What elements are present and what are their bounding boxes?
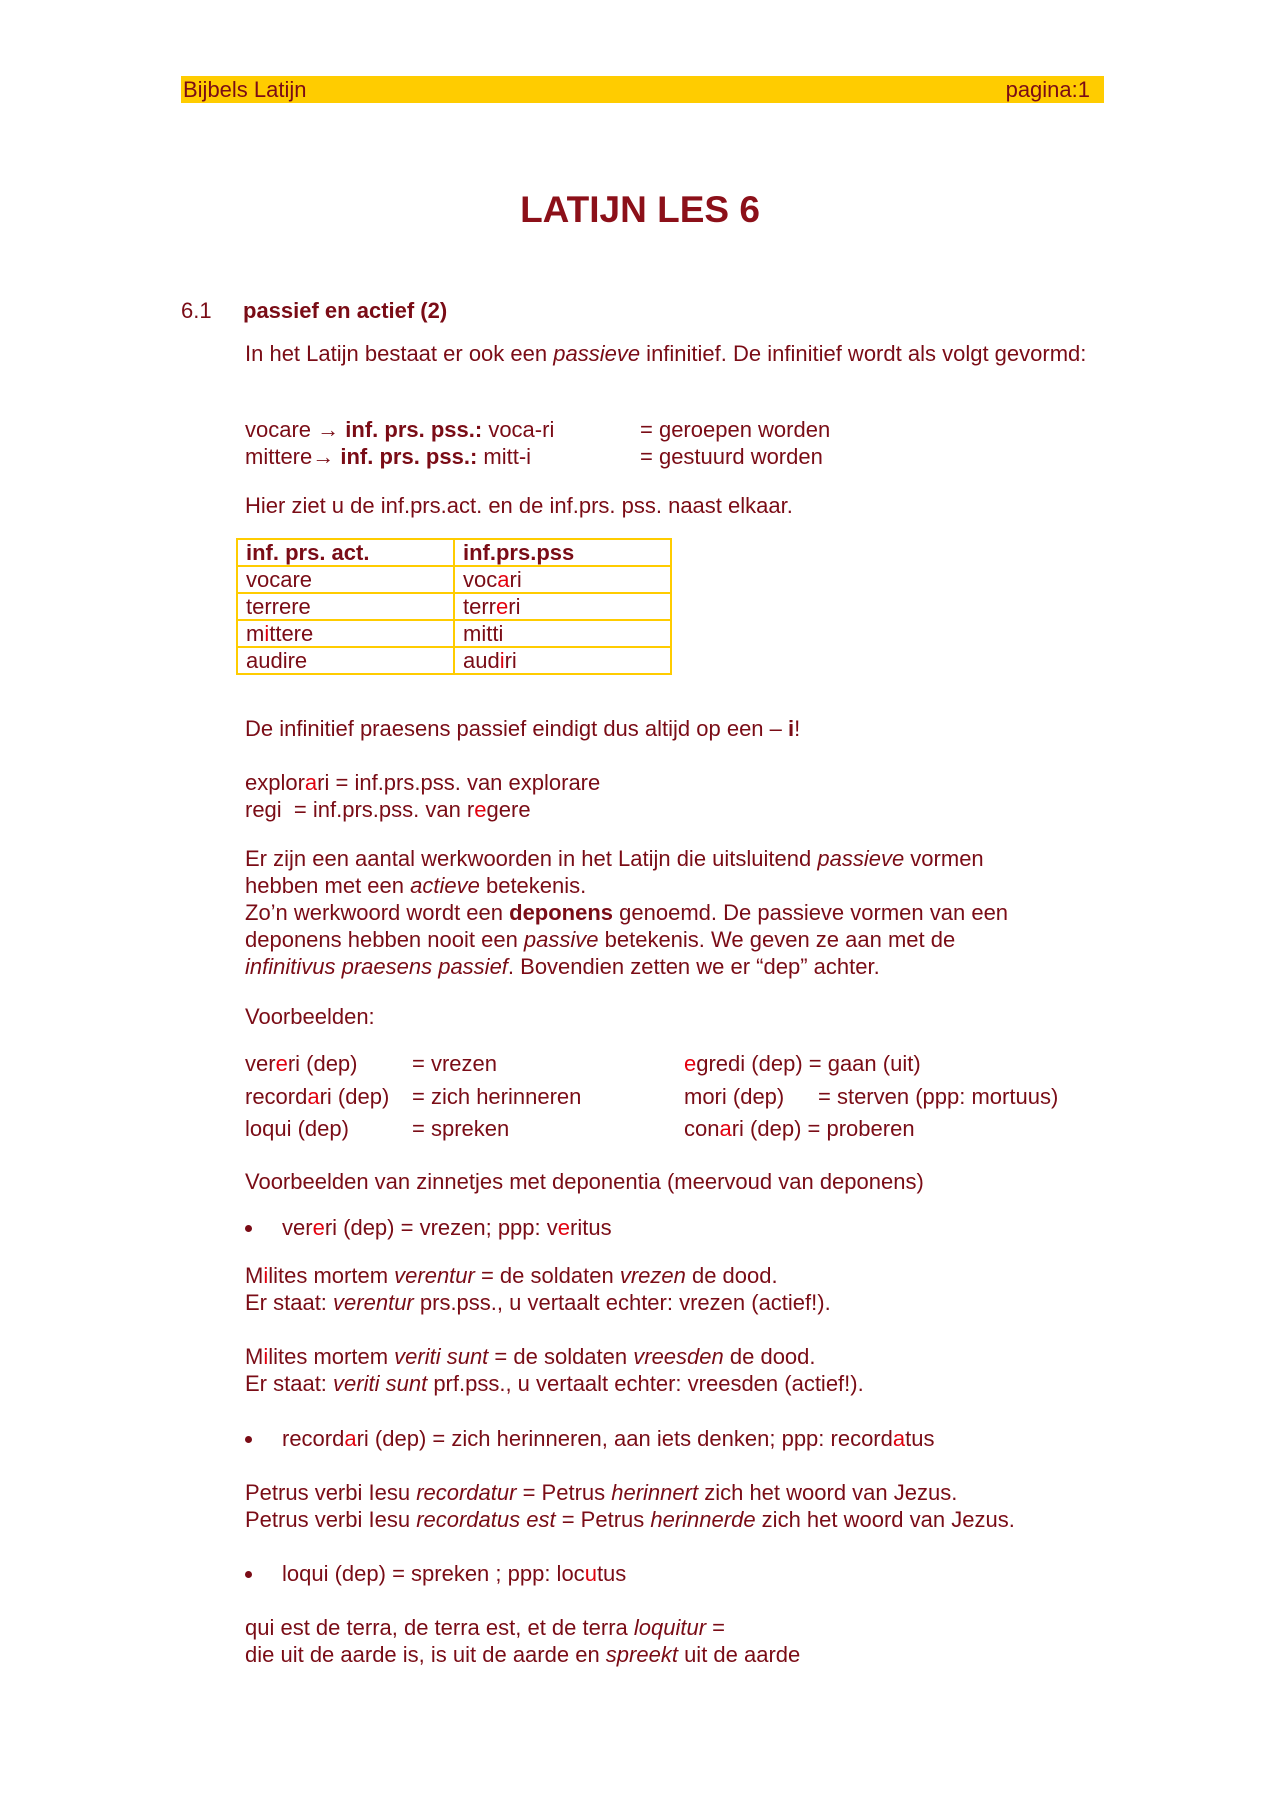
text: zich het woord van Jezus. <box>698 1480 958 1505</box>
text: ver <box>282 1215 313 1240</box>
highlight: e <box>312 1215 325 1240</box>
text: gere <box>486 797 531 822</box>
bullet-icon <box>245 1571 252 1578</box>
text: gredi (dep) = gaan (uit) <box>696 1051 921 1076</box>
sentence-example-3 <box>245 1479 1105 1533</box>
text-em: actieve <box>410 873 480 898</box>
text: record <box>245 1084 308 1109</box>
intro-post: infinitief. De infinitief wordt als volgt gevormd: <box>640 341 1087 366</box>
text: deponens hebben nooit een <box>245 927 524 952</box>
text: = de soldaten <box>474 1263 620 1288</box>
text-em: veriti sunt <box>394 1344 489 1369</box>
text-em: herinnert <box>611 1480 699 1505</box>
form-value: voca-ri <box>482 417 555 442</box>
form-meaning: = gestuurd worden <box>640 444 823 469</box>
form-verb: mittere <box>245 444 313 469</box>
highlight: e <box>474 797 487 822</box>
table-row <box>237 566 671 593</box>
example-inf-1 <box>245 769 1105 796</box>
ending-rule <box>245 715 1105 742</box>
table-intro: Hier ziet u de inf.prs.act. en de inf.prs. pss. naast elkaar. <box>245 493 793 518</box>
cell-text: terrere <box>246 594 311 619</box>
cell-text: terr <box>463 594 496 619</box>
form-verb: vocare <box>245 417 312 442</box>
example-verb <box>684 1050 921 1077</box>
intro-paragraph <box>245 340 1105 367</box>
text: ri = inf.prs.pss. van explorare <box>317 770 601 795</box>
text: tus <box>596 1561 627 1586</box>
text: ri (dep) <box>287 1051 358 1076</box>
text: uit de aarde <box>677 1642 801 1667</box>
cell-text: vocare <box>246 567 313 592</box>
text: con <box>684 1116 720 1141</box>
section-number: 6.1 <box>181 298 212 323</box>
text: Petrus verbi Iesu <box>245 1507 417 1532</box>
text-em: recordatur <box>416 1480 517 1505</box>
text: = <box>706 1615 725 1640</box>
table-cell <box>454 620 671 647</box>
text: qui est de terra, de terra est, et de terra <box>245 1615 634 1640</box>
cell-text: ri <box>504 648 517 673</box>
text: ri (dep) <box>319 1084 390 1109</box>
text: Petrus verbi Iesu <box>245 1480 417 1505</box>
table-header-row <box>237 539 671 566</box>
text: explor <box>245 770 305 795</box>
table-row <box>237 593 671 620</box>
form-label: inf. prs. pss.: <box>345 417 483 442</box>
text: prf.pss., u vertaalt echter: vreesden (actief!). <box>427 1371 864 1396</box>
text: . Bovendien zetten we er “dep” achter. <box>507 954 880 979</box>
table-row <box>237 647 671 674</box>
cell-text: ttere <box>269 621 314 646</box>
header-page-number: pagina:1 <box>1005 77 1090 102</box>
text-em: vrezen <box>619 1263 686 1288</box>
text-em: spreekt <box>605 1642 678 1667</box>
text-em: infinitivus praesens passief <box>245 954 508 979</box>
example-verb <box>684 1083 784 1110</box>
highlight: a <box>892 1426 906 1451</box>
text-em: passive <box>523 927 599 952</box>
deponens-paragraph <box>245 845 1105 980</box>
text: loqui (dep) = spreken ; ppp: loc <box>282 1561 585 1586</box>
example-inf-2 <box>245 796 1105 823</box>
example-meaning: = vrezen <box>412 1051 497 1076</box>
table-cell <box>454 647 671 674</box>
table-header: inf.prs.pss <box>454 539 671 566</box>
example-verb <box>245 1050 358 1077</box>
text: Er staat: <box>245 1290 334 1315</box>
highlight: a <box>304 770 318 795</box>
text: lites mortem <box>268 1344 395 1369</box>
text-em: vreesden <box>633 1344 724 1369</box>
form-value: mitt-i <box>477 444 532 469</box>
example-meaning: = zich herinneren <box>412 1084 582 1109</box>
text: vormen <box>904 846 984 871</box>
intro-em: passieve <box>553 341 641 366</box>
example-verb <box>245 1115 349 1142</box>
highlight: e <box>557 1215 571 1240</box>
section-title: passief en actief (2) <box>243 298 448 323</box>
text: record <box>282 1426 345 1451</box>
text: hebben met een <box>245 873 411 898</box>
highlight: a <box>307 1084 320 1109</box>
text-bold: deponens <box>509 900 614 925</box>
form-meaning: = geroepen worden <box>640 417 831 442</box>
bullet-icon <box>245 1225 252 1232</box>
text-em: passieve <box>817 846 905 871</box>
text: ritus <box>570 1215 612 1240</box>
arrow-icon: → <box>312 444 341 469</box>
text: Er staat: <box>245 1371 334 1396</box>
text: genoemd. De passieve vormen van een <box>613 900 1009 925</box>
sentence-example-1 <box>245 1262 1105 1316</box>
cell-highlight: i <box>499 648 505 673</box>
example-meaning: = spreken <box>412 1116 510 1141</box>
cell-highlight: a <box>497 567 510 592</box>
page-header <box>181 76 1104 103</box>
example-verb <box>684 1115 915 1142</box>
ending-text: De infinitief praesens passief eindigt dus altijd op een – <box>245 716 789 741</box>
cell-text: m <box>246 621 265 646</box>
table-row <box>237 620 671 647</box>
table-cell <box>237 593 454 620</box>
text: M <box>245 1263 264 1288</box>
arrow-icon: → <box>311 417 346 442</box>
text-em: herinnerde <box>650 1507 756 1532</box>
text: = Petrus <box>555 1507 651 1532</box>
sentence-example-4 <box>245 1614 1105 1668</box>
text: ri (dep) = zich herinneren, aan iets denken; ppp: record <box>356 1426 893 1451</box>
text: zich het woord van Jezus. <box>755 1507 1015 1532</box>
example-verb <box>245 1083 389 1110</box>
ending-letter: i <box>788 716 795 741</box>
text: regi = inf.prs.pss. van r <box>245 797 475 822</box>
cell-text: aud <box>463 648 500 673</box>
infinitive-table <box>236 538 672 675</box>
table-header: inf. prs. act. <box>237 539 454 566</box>
text: betekenis. We geven ze aan met de <box>598 927 956 952</box>
bullet-icon <box>245 1436 252 1443</box>
cell-text: voc <box>463 567 498 592</box>
sentence-example-2 <box>245 1343 1105 1397</box>
text: betekenis. <box>479 873 587 898</box>
zinnetjes-label: Voorbeelden van zinnetjes met deponentia (meervoud van deponens) <box>245 1169 924 1194</box>
text: = de soldaten <box>488 1344 634 1369</box>
highlight: e <box>684 1051 697 1076</box>
table-cell <box>237 647 454 674</box>
text: tus <box>905 1426 935 1451</box>
highlight: a <box>344 1426 357 1451</box>
text: ver <box>245 1051 276 1076</box>
text: M <box>245 1344 264 1369</box>
highlight: e <box>275 1051 288 1076</box>
cell-text: mitti <box>463 621 504 646</box>
text: lites mortem <box>268 1263 395 1288</box>
table-cell <box>454 593 671 620</box>
form-label: inf. prs. pss.: <box>340 444 478 469</box>
text: de dood. <box>685 1263 778 1288</box>
cell-text: ri <box>508 594 521 619</box>
text: ri (dep) = vrezen; ppp: v <box>324 1215 558 1240</box>
table-cell <box>454 566 671 593</box>
text-em: recordatus est <box>416 1507 556 1532</box>
examples-label: Voorbeelden: <box>245 1004 375 1029</box>
intro-pre: In het Latijn bestaat er ook een <box>245 341 554 366</box>
cell-text: audire <box>246 648 308 673</box>
cell-highlight: i <box>264 621 270 646</box>
text: = Petrus <box>516 1480 612 1505</box>
text: Er zijn een aantal werkwoorden in het Latijn die uitsluitend <box>245 846 818 871</box>
text: ri (dep) = proberen <box>731 1116 915 1141</box>
text: prs.pss., u vertaalt echter: vrezen (actief!). <box>413 1290 831 1315</box>
page-title: LATIJN LES 6 <box>520 189 760 230</box>
text: mori (dep) <box>684 1084 785 1109</box>
text: Zo’n werkwoord wordt een <box>245 900 510 925</box>
table-cell <box>237 566 454 593</box>
highlight: a <box>719 1116 732 1141</box>
highlight: u <box>584 1561 597 1586</box>
text-em: verentur <box>333 1290 414 1315</box>
header-title: Bijbels Latijn <box>183 77 307 102</box>
cell-text: ri <box>509 567 522 592</box>
text-em: loquitur <box>633 1615 707 1640</box>
ending-text: ! <box>794 716 801 741</box>
text: de dood. <box>723 1344 816 1369</box>
table-cell <box>237 620 454 647</box>
text-em: verentur <box>394 1263 475 1288</box>
example-meaning: = sterven (ppp: mortuus) <box>818 1084 1059 1109</box>
text: die uit de aarde is, is uit de aarde en <box>245 1642 606 1667</box>
text-em: veriti sunt <box>333 1371 428 1396</box>
highlight: i <box>263 1344 269 1369</box>
highlight: i <box>263 1263 269 1288</box>
text: loqui (dep) <box>245 1116 349 1141</box>
cell-highlight: e <box>496 594 509 619</box>
